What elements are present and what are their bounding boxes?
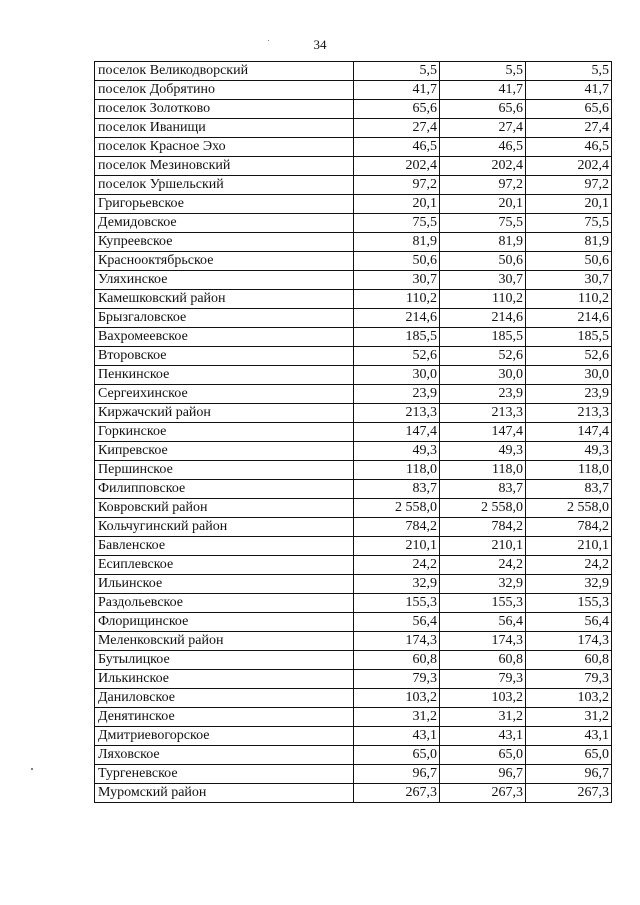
value-cell-2: 5,5	[440, 62, 526, 81]
table-row	[95, 81, 612, 100]
value-cell-1: 23,9	[354, 385, 440, 404]
row-name-cell: Брызгаловское	[95, 309, 354, 328]
row-name-cell: Флорищинское	[95, 613, 354, 632]
table-row	[95, 233, 612, 252]
value-cell-2: 185,5	[440, 328, 526, 347]
row-name-cell: Муромский район	[95, 784, 354, 803]
value-cell-2: 20,1	[440, 195, 526, 214]
row-name-cell: Камешковский район	[95, 290, 354, 309]
page-number: 34	[313, 37, 327, 52]
value-cell-2: 214,6	[440, 309, 526, 328]
value-cell-2: 79,3	[440, 670, 526, 689]
value-cell-1: 56,4	[354, 613, 440, 632]
value-cell-1: 27,4	[354, 119, 440, 138]
table-row	[95, 214, 612, 233]
table-row	[95, 556, 612, 575]
value-cell-1: 81,9	[354, 233, 440, 252]
value-cell-1: 30,0	[354, 366, 440, 385]
value-cell-3: 213,3	[526, 404, 612, 423]
value-cell-1: 41,7	[354, 81, 440, 100]
value-cell-1: 83,7	[354, 480, 440, 499]
value-cell-3: 65,6	[526, 100, 612, 119]
table-row	[95, 613, 612, 632]
value-cell-1: 24,2	[354, 556, 440, 575]
value-cell-3: 30,0	[526, 366, 612, 385]
row-name-cell: Демидовское	[95, 214, 354, 233]
table-row	[95, 784, 612, 803]
value-cell-2: 43,1	[440, 727, 526, 746]
value-cell-2: 202,4	[440, 157, 526, 176]
table-row	[95, 100, 612, 119]
value-cell-2: 155,3	[440, 594, 526, 613]
value-cell-3: 147,4	[526, 423, 612, 442]
row-name-cell: Даниловское	[95, 689, 354, 708]
value-cell-2: 60,8	[440, 651, 526, 670]
value-cell-3: 2 558,0	[526, 499, 612, 518]
value-cell-3: 65,0	[526, 746, 612, 765]
value-cell-1: 43,1	[354, 727, 440, 746]
value-cell-2: 2 558,0	[440, 499, 526, 518]
table-row	[95, 309, 612, 328]
value-cell-3: 214,6	[526, 309, 612, 328]
value-cell-3: 52,6	[526, 347, 612, 366]
row-name-cell: поселок Золотково	[95, 100, 354, 119]
row-name-cell: Раздольевское	[95, 594, 354, 613]
value-cell-2: 784,2	[440, 518, 526, 537]
value-cell-1: 32,9	[354, 575, 440, 594]
row-name-cell: поселок Великодворский	[95, 62, 354, 81]
table-row	[95, 746, 612, 765]
value-cell-3: 60,8	[526, 651, 612, 670]
row-name-cell: поселок Мезиновский	[95, 157, 354, 176]
value-cell-3: 96,7	[526, 765, 612, 784]
value-cell-2: 30,0	[440, 366, 526, 385]
row-name-cell: Меленковский район	[95, 632, 354, 651]
row-name-cell: Дмитриевогорское	[95, 727, 354, 746]
value-cell-3: 174,3	[526, 632, 612, 651]
row-name-cell: Вахромеевское	[95, 328, 354, 347]
value-cell-1: 79,3	[354, 670, 440, 689]
value-cell-1: 118,0	[354, 461, 440, 480]
table-row	[95, 651, 612, 670]
value-cell-3: 24,2	[526, 556, 612, 575]
budget-table	[94, 61, 612, 803]
row-name-cell: Кольчугинский район	[95, 518, 354, 537]
value-cell-2: 65,0	[440, 746, 526, 765]
value-cell-2: 46,5	[440, 138, 526, 157]
table-row	[95, 138, 612, 157]
value-cell-3: 97,2	[526, 176, 612, 195]
value-cell-1: 75,5	[354, 214, 440, 233]
value-cell-2: 210,1	[440, 537, 526, 556]
row-name-cell: Илькинское	[95, 670, 354, 689]
row-name-cell: Филипповское	[95, 480, 354, 499]
value-cell-2: 174,3	[440, 632, 526, 651]
table-row	[95, 537, 612, 556]
table-row	[95, 328, 612, 347]
value-cell-3: 20,1	[526, 195, 612, 214]
value-cell-3: 185,5	[526, 328, 612, 347]
table-row	[95, 290, 612, 309]
table-row	[95, 594, 612, 613]
table-body	[95, 62, 612, 803]
value-cell-3: 83,7	[526, 480, 612, 499]
value-cell-3: 56,4	[526, 613, 612, 632]
value-cell-2: 32,9	[440, 575, 526, 594]
table-row	[95, 499, 612, 518]
value-cell-1: 49,3	[354, 442, 440, 461]
row-name-cell: Сергеихинское	[95, 385, 354, 404]
value-cell-2: 75,5	[440, 214, 526, 233]
value-cell-1: 31,2	[354, 708, 440, 727]
row-name-cell: Першинское	[95, 461, 354, 480]
value-cell-3: 103,2	[526, 689, 612, 708]
table-row	[95, 176, 612, 195]
row-name-cell: Тургеневское	[95, 765, 354, 784]
value-cell-2: 23,9	[440, 385, 526, 404]
row-name-cell: поселок Добрятино	[95, 81, 354, 100]
value-cell-3: 41,7	[526, 81, 612, 100]
value-cell-3: 31,2	[526, 708, 612, 727]
row-name-cell: поселок Красное Эхо	[95, 138, 354, 157]
value-cell-1: 174,3	[354, 632, 440, 651]
value-cell-1: 65,0	[354, 746, 440, 765]
value-cell-1: 2 558,0	[354, 499, 440, 518]
value-cell-1: 202,4	[354, 157, 440, 176]
value-cell-1: 155,3	[354, 594, 440, 613]
value-cell-2: 49,3	[440, 442, 526, 461]
value-cell-3: 81,9	[526, 233, 612, 252]
value-cell-1: 50,6	[354, 252, 440, 271]
value-cell-3: 75,5	[526, 214, 612, 233]
value-cell-2: 81,9	[440, 233, 526, 252]
row-name-cell: Ковровский район	[95, 499, 354, 518]
value-cell-2: 50,6	[440, 252, 526, 271]
value-cell-1: 210,1	[354, 537, 440, 556]
scan-speck	[268, 40, 269, 41]
table-row	[95, 385, 612, 404]
table-row	[95, 480, 612, 499]
row-name-cell: Уляхинское	[95, 271, 354, 290]
row-name-cell: Денятинское	[95, 708, 354, 727]
value-cell-1: 267,3	[354, 784, 440, 803]
value-cell-1: 60,8	[354, 651, 440, 670]
table-row	[95, 366, 612, 385]
table-row	[95, 670, 612, 689]
scan-speck	[31, 768, 33, 770]
value-cell-3: 49,3	[526, 442, 612, 461]
row-name-cell: Пенкинское	[95, 366, 354, 385]
value-cell-2: 31,2	[440, 708, 526, 727]
value-cell-2: 41,7	[440, 81, 526, 100]
table-row	[95, 157, 612, 176]
table-row	[95, 119, 612, 138]
value-cell-2: 97,2	[440, 176, 526, 195]
value-cell-1: 213,3	[354, 404, 440, 423]
row-name-cell: Есиплевское	[95, 556, 354, 575]
value-cell-3: 202,4	[526, 157, 612, 176]
value-cell-2: 96,7	[440, 765, 526, 784]
table-row	[95, 347, 612, 366]
value-cell-2: 83,7	[440, 480, 526, 499]
table-row	[95, 765, 612, 784]
value-cell-1: 784,2	[354, 518, 440, 537]
row-name-cell: Купреевское	[95, 233, 354, 252]
table-row	[95, 727, 612, 746]
value-cell-2: 30,7	[440, 271, 526, 290]
row-name-cell: Ляховское	[95, 746, 354, 765]
table-row	[95, 404, 612, 423]
row-name-cell: Бутылицкое	[95, 651, 354, 670]
row-name-cell: Горкинское	[95, 423, 354, 442]
value-cell-1: 147,4	[354, 423, 440, 442]
table-row	[95, 252, 612, 271]
value-cell-1: 5,5	[354, 62, 440, 81]
table-row	[95, 423, 612, 442]
value-cell-3: 50,6	[526, 252, 612, 271]
row-name-cell: Второвское	[95, 347, 354, 366]
value-cell-3: 30,7	[526, 271, 612, 290]
value-cell-3: 5,5	[526, 62, 612, 81]
table-row	[95, 62, 612, 81]
value-cell-2: 27,4	[440, 119, 526, 138]
value-cell-2: 52,6	[440, 347, 526, 366]
table-row	[95, 575, 612, 594]
value-cell-3: 79,3	[526, 670, 612, 689]
value-cell-3: 784,2	[526, 518, 612, 537]
value-cell-2: 110,2	[440, 290, 526, 309]
row-name-cell: поселок Иванищи	[95, 119, 354, 138]
value-cell-1: 52,6	[354, 347, 440, 366]
value-cell-1: 103,2	[354, 689, 440, 708]
value-cell-3: 23,9	[526, 385, 612, 404]
value-cell-3: 27,4	[526, 119, 612, 138]
value-cell-1: 110,2	[354, 290, 440, 309]
value-cell-1: 65,6	[354, 100, 440, 119]
value-cell-3: 43,1	[526, 727, 612, 746]
table-row	[95, 689, 612, 708]
value-cell-3: 118,0	[526, 461, 612, 480]
value-cell-1: 185,5	[354, 328, 440, 347]
row-name-cell: Краснооктябрьское	[95, 252, 354, 271]
value-cell-1: 96,7	[354, 765, 440, 784]
value-cell-3: 46,5	[526, 138, 612, 157]
value-cell-2: 213,3	[440, 404, 526, 423]
value-cell-2: 103,2	[440, 689, 526, 708]
row-name-cell: Кипревское	[95, 442, 354, 461]
value-cell-2: 56,4	[440, 613, 526, 632]
value-cell-1: 30,7	[354, 271, 440, 290]
table-row	[95, 518, 612, 537]
value-cell-1: 46,5	[354, 138, 440, 157]
table-row	[95, 461, 612, 480]
value-cell-3: 210,1	[526, 537, 612, 556]
row-name-cell: Григорьевское	[95, 195, 354, 214]
value-cell-2: 118,0	[440, 461, 526, 480]
value-cell-3: 267,3	[526, 784, 612, 803]
value-cell-3: 110,2	[526, 290, 612, 309]
row-name-cell: поселок Уршельский	[95, 176, 354, 195]
row-name-cell: Бавленское	[95, 537, 354, 556]
value-cell-2: 267,3	[440, 784, 526, 803]
table-row	[95, 708, 612, 727]
value-cell-1: 97,2	[354, 176, 440, 195]
table-row	[95, 442, 612, 461]
value-cell-3: 32,9	[526, 575, 612, 594]
row-name-cell: Киржачский район	[95, 404, 354, 423]
row-name-cell: Ильинское	[95, 575, 354, 594]
value-cell-3: 155,3	[526, 594, 612, 613]
value-cell-2: 24,2	[440, 556, 526, 575]
table-row	[95, 271, 612, 290]
value-cell-1: 214,6	[354, 309, 440, 328]
value-cell-1: 20,1	[354, 195, 440, 214]
value-cell-2: 147,4	[440, 423, 526, 442]
table-row	[95, 632, 612, 651]
value-cell-2: 65,6	[440, 100, 526, 119]
table-row	[95, 195, 612, 214]
